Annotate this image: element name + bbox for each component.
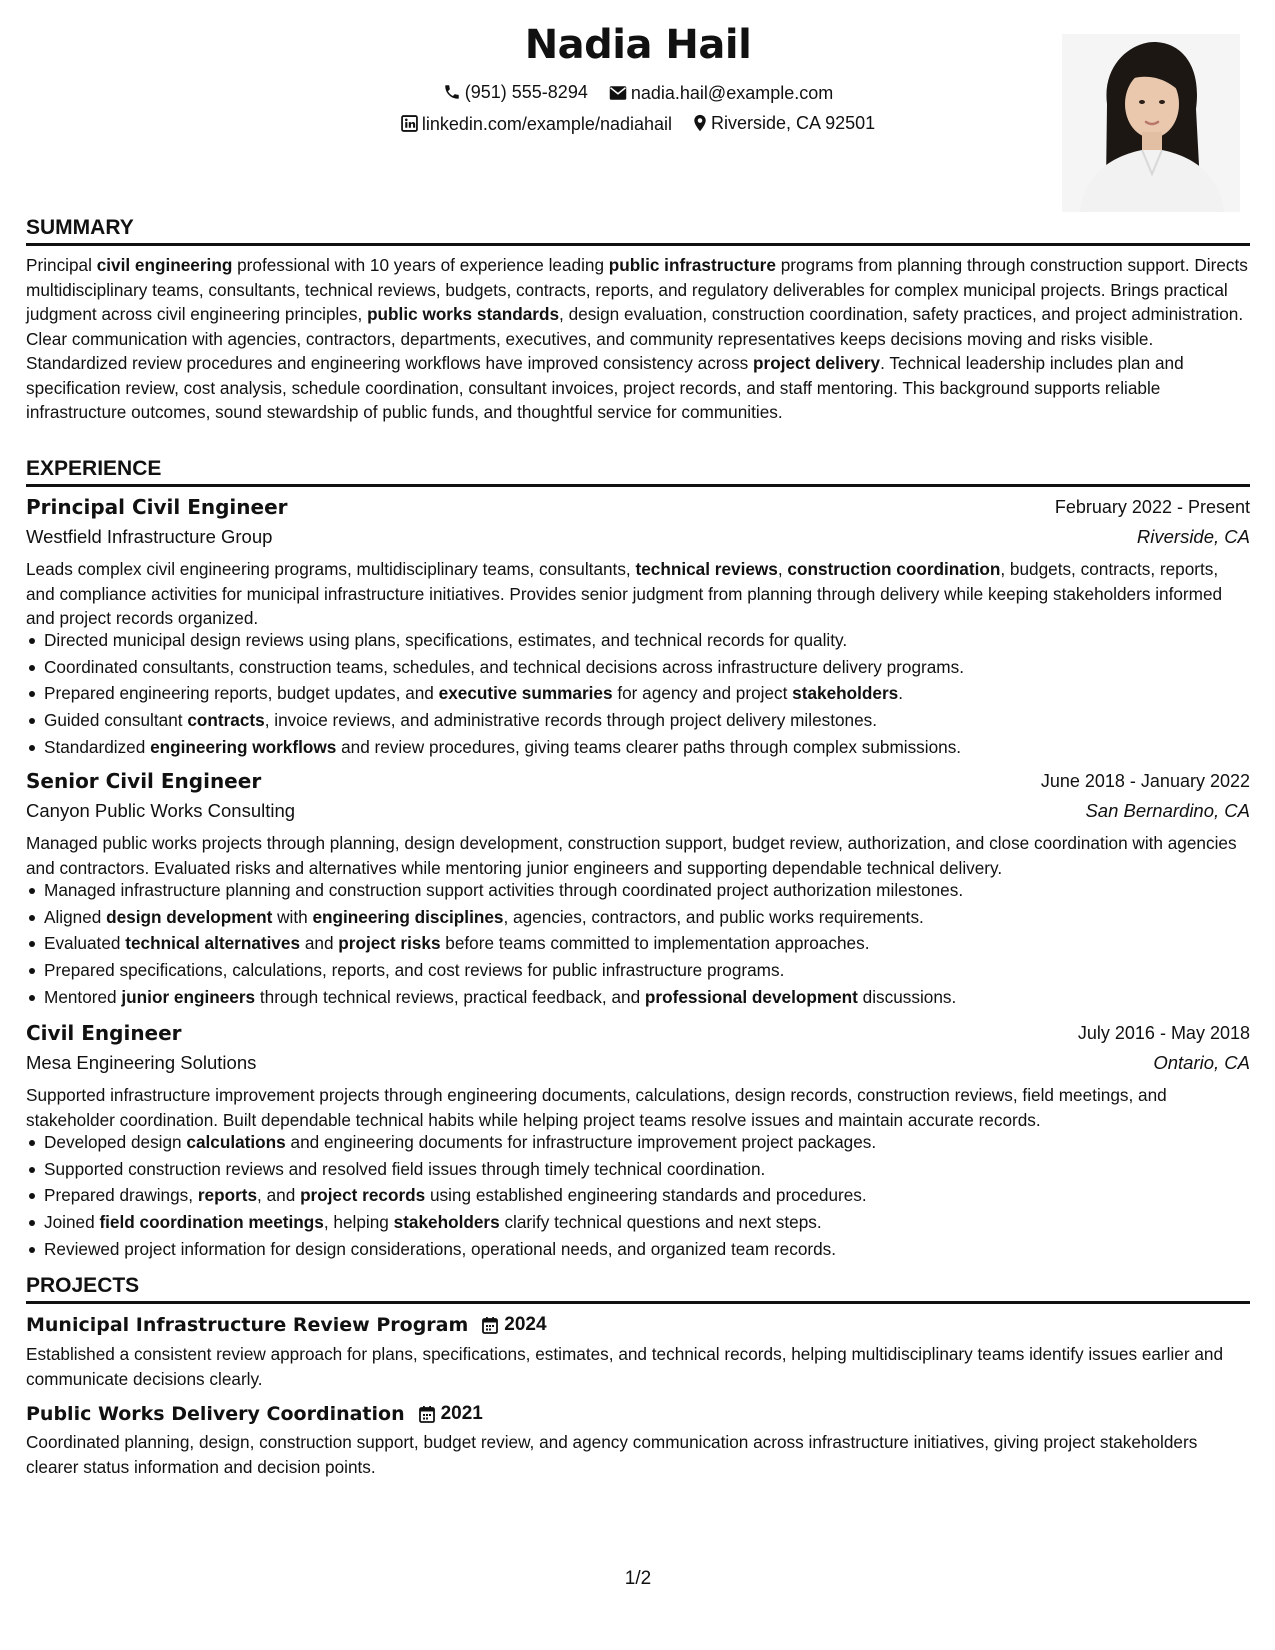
job-bullets xyxy=(26,627,1268,761)
highlight-keyword: executive summaries xyxy=(438,683,613,704)
highlight-keyword: stakeholders xyxy=(393,1212,500,1233)
highlight-keyword: stakeholders xyxy=(792,683,899,704)
job-bullets xyxy=(26,877,1268,1011)
envelope-icon xyxy=(609,85,627,101)
highlight-keyword: public infrastructure xyxy=(608,255,776,275)
phone-icon xyxy=(443,83,461,101)
bullet-item: Aligned design development with engineering disciplines, agencies, contractors, and public works requirements. xyxy=(44,904,1268,931)
profile-photo xyxy=(1062,34,1240,212)
phone-number: (951) 555-8294 xyxy=(464,82,588,102)
bullet-item: Guided consultant contracts, invoice reviews, and administrative records through project delivery milestones. xyxy=(44,707,1268,734)
calendar-icon xyxy=(482,1316,498,1334)
job-title: Senior Civil Engineer xyxy=(26,769,262,793)
job-location: Riverside, CA xyxy=(1136,526,1250,547)
bullet-item: Coordinated consultants, construction teams, schedules, and technical decisions across infrastructure delivery programs. xyxy=(44,654,1268,681)
linkedin-icon xyxy=(401,115,418,132)
project-heading xyxy=(26,1401,483,1427)
job-dates: February 2022 - Present xyxy=(1054,497,1250,517)
project-year: 2024 xyxy=(504,1314,547,1335)
bullet-item: Evaluated technical alternatives and project risks before teams committed to implementation approaches. xyxy=(44,930,1268,957)
highlight-keyword: field coordination meetings xyxy=(99,1212,324,1233)
resume-page xyxy=(26,0,1250,1650)
bullet-item: Reviewed project information for design considerations, operational needs, and organized team records. xyxy=(44,1236,1268,1263)
highlight-keyword: calculations xyxy=(186,1132,286,1152)
bullet-item: Prepared specifications, calculations, reports, and cost reviews for public infrastructure programs. xyxy=(44,957,1268,984)
company-name: Mesa Engineering Solutions xyxy=(26,1052,257,1073)
job-dates: June 2018 - January 2022 xyxy=(1040,771,1250,791)
highlight-keyword: contracts xyxy=(187,710,265,731)
bullet-item: Prepared engineering reports, budget updates, and executive summaries for agency and project stakeholders. xyxy=(44,680,1268,707)
section-title-experience: EXPERIENCE xyxy=(26,457,1250,487)
highlight-keyword: design development xyxy=(106,906,273,927)
job-bullets xyxy=(26,1129,1268,1263)
phone-item xyxy=(443,81,588,103)
calendar-icon xyxy=(419,1405,435,1423)
job-dates: July 2016 - May 2018 xyxy=(1077,1023,1250,1043)
highlight-keyword: junior engineers xyxy=(121,986,256,1007)
location-item xyxy=(693,112,875,134)
summary-text: Principal civil engineering professional with 10 years of experience leading public infrastructure programs from planning through construction support. Directs multidisciplinary teams, consultants, technical reviews, budgets, contracts, reports, and regulatory deliverables for complex municipal projects. Brings practical judgment across civil engineering principles, public works standards, design evaluation, construction coordination, safety practices, and project administration. Clear communication with agencies, contractors, departments, executives, and community representatives keeps decisions moving and risks visible. Standardized review procedures and engineering workflows have improved consistency across project delivery. Technical leadership includes plan and specification review, cost analysis, schedule coordination, consultant invoices, project records, and staff mentoring. This background supports reliable infrastructure outcomes, sound stewardship of public funds, and thoughtful service for communities. xyxy=(26,255,1248,422)
job-location: Ontario, CA xyxy=(1153,1052,1250,1073)
highlight-keyword: project records xyxy=(300,1185,426,1206)
highlight-keyword: project risks xyxy=(338,933,441,954)
section-title-summary: SUMMARY xyxy=(26,216,1250,246)
section-title-projects: PROJECTS xyxy=(26,1274,1250,1304)
location-text: Riverside, CA 92501 xyxy=(711,113,876,133)
highlight-keyword: construction coordination xyxy=(787,559,1001,579)
highlight-keyword: technical reviews xyxy=(635,559,778,579)
highlight-keyword: engineering workflows xyxy=(150,736,337,757)
job-title: Principal Civil Engineer xyxy=(26,495,288,519)
company-name: Canyon Public Works Consulting xyxy=(26,800,296,821)
bullet-item: Mentored junior engineers through technical reviews, practical feedback, and professional development discussions. xyxy=(44,984,1268,1011)
bullet-item: Supported construction reviews and resolved field issues through timely technical coordination. xyxy=(44,1156,1268,1183)
job-description: Managed public works projects through planning, design development, construction support, budget review, authorization, and close coordination with agencies and contractors. Evaluated risks and alternatives while mentoring junior engineers and supporting dependable technical delivery. xyxy=(26,833,1237,878)
job-location: San Bernardino, CA xyxy=(1085,800,1250,821)
bullet-item: Managed infrastructure planning and construction support activities through coordinated project authorization milestones. xyxy=(44,877,1268,904)
highlight-keyword: professional development xyxy=(644,986,858,1007)
bullet-item: Developed design calculations and engineering documents for infrastructure improvement project packages. xyxy=(44,1129,1268,1156)
page-number: 1/2 xyxy=(624,1568,652,1589)
bullet-item: Prepared drawings, reports, and project records using established engineering standards and procedures. xyxy=(44,1182,1268,1209)
highlight-keyword: reports xyxy=(197,1185,258,1206)
job-description: Leads complex civil engineering programs, multidisciplinary teams, consultants, technical reviews, construction coordination, budgets, contracts, reports, and compliance activities for municipal infrastructure initiatives. Provides senior judgment from planning through delivery while keeping stakeholders informed and project records organized. xyxy=(26,559,1223,628)
job-description: Supported infrastructure improvement projects through engineering documents, calculations, design records, construction reviews, field meetings, and stakeholder coordination. Built dependable technical habits while helping project teams resolve issues and maintain accurate records. xyxy=(26,1085,1167,1130)
highlight-keyword: project delivery xyxy=(753,353,881,373)
highlight-keyword: engineering disciplines xyxy=(312,906,504,927)
email-item[interactable] xyxy=(609,82,833,104)
company-name: Westfield Infrastructure Group xyxy=(26,526,273,547)
highlight-keyword: civil engineering xyxy=(96,255,233,275)
candidate-name: Nadia Hail xyxy=(524,22,752,68)
map-pin-icon xyxy=(693,114,707,132)
email-address[interactable]: nadia.hail@example.com xyxy=(630,83,834,103)
project-heading xyxy=(26,1312,547,1338)
project-year: 2021 xyxy=(440,1403,483,1424)
job-title: Civil Engineer xyxy=(26,1021,182,1045)
highlight-keyword: public works standards xyxy=(367,304,560,324)
project-name: Public Works Delivery Coordination xyxy=(26,1403,405,1425)
bullet-item: Standardized engineering workflows and review procedures, giving teams clearer paths through complex submissions. xyxy=(44,734,1268,761)
bullet-item: Directed municipal design reviews using plans, specifications, estimates, and technical records for quality. xyxy=(44,627,1268,654)
project-name: Municipal Infrastructure Review Program xyxy=(26,1314,469,1336)
linkedin-url[interactable]: linkedin.com/example/nadiahail xyxy=(421,113,673,134)
highlight-keyword: technical alternatives xyxy=(125,933,301,954)
bullet-item: Joined field coordination meetings, helping stakeholders clarify technical questions and next steps. xyxy=(44,1209,1268,1236)
project-description: Coordinated planning, design, construction support, budget review, and agency communication across infrastructure initiatives, giving project stakeholders clearer status information and decision points. xyxy=(26,1432,1198,1477)
linkedin-item[interactable] xyxy=(401,113,672,135)
project-description: Established a consistent review approach for plans, specifications, estimates, and technical records, helping multidisciplinary teams identify issues earlier and communicate decisions clearly. xyxy=(26,1344,1224,1389)
